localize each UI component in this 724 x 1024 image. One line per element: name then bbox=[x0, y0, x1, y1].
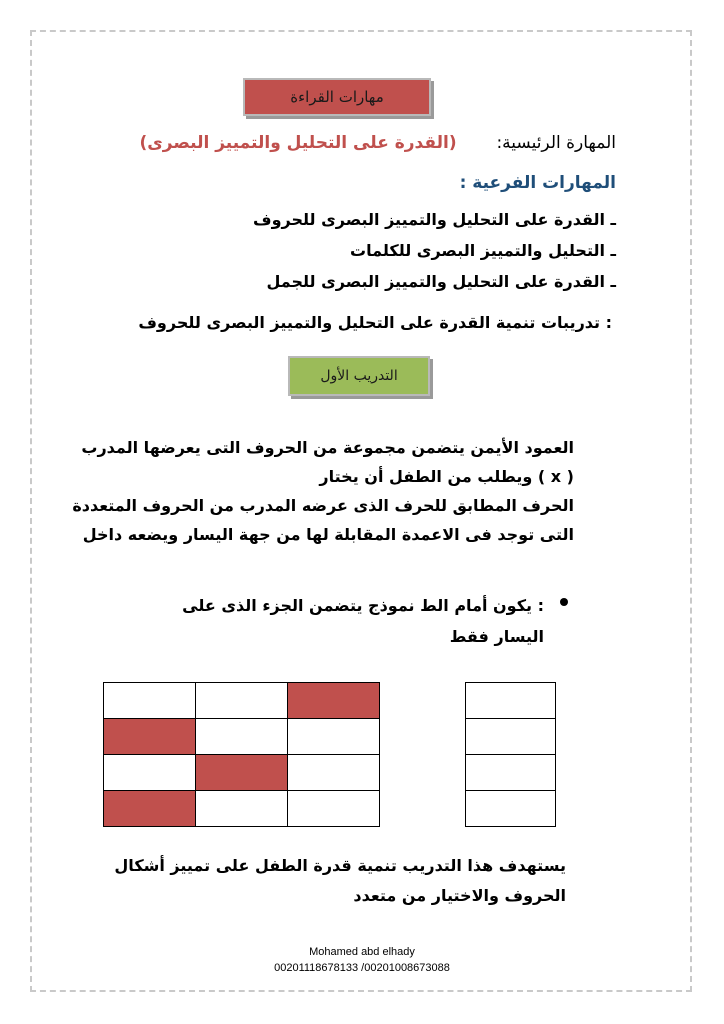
goal-line: يستهدف هذا التدريب تنمية قدرة الطفل على تمييز أشكال bbox=[114, 856, 566, 875]
grid-row bbox=[466, 719, 556, 755]
instruction-line: ( x ) ويطلب من الطفل أن يختار bbox=[319, 467, 574, 486]
grid-row bbox=[104, 683, 380, 719]
grid-cell[interactable] bbox=[196, 791, 288, 827]
grid-cell-filled[interactable] bbox=[104, 791, 196, 827]
main-skill-value: (القدرة على التحليل والتمييز البصرى) bbox=[139, 133, 457, 153]
instruction-line: العمود الأيمن يتضمن مجموعة من الحروف التى يعرضها المدرب bbox=[81, 438, 574, 457]
reference-cell bbox=[466, 719, 556, 755]
footer-name: Mohamed abd elhady bbox=[309, 946, 415, 958]
grid-cell[interactable] bbox=[288, 791, 380, 827]
reference-cell bbox=[466, 683, 556, 719]
main-skill-label: المهارة الرئيسية: bbox=[496, 133, 616, 153]
grid-cell-filled[interactable] bbox=[196, 755, 288, 791]
grid-row bbox=[104, 719, 380, 755]
sub-skill-item: ـ القدرة على التحليل والتمييز البصرى للجمل bbox=[266, 272, 616, 291]
reference-cell bbox=[466, 755, 556, 791]
grid-cell[interactable] bbox=[104, 755, 196, 791]
grid-cell-filled[interactable] bbox=[288, 683, 380, 719]
reference-cell bbox=[466, 791, 556, 827]
instruction-line: التى توجد فى الاعمدة المقابلة لها من جهة اليسار ويضعه داخل bbox=[82, 525, 574, 544]
instruction-line: الحرف المطابق للحرف الذى عرضه المدرب من الحروف المتعددة bbox=[72, 496, 574, 515]
grid-cell[interactable] bbox=[196, 719, 288, 755]
grid-cell-filled[interactable] bbox=[104, 719, 196, 755]
title-banner bbox=[243, 78, 431, 116]
drill-title: التدريب الأول bbox=[320, 368, 398, 384]
grid-cell[interactable] bbox=[288, 755, 380, 791]
grid-cell[interactable] bbox=[104, 683, 196, 719]
goal-line: الحروف والاختيار من متعدد bbox=[353, 886, 566, 905]
options-grid bbox=[103, 682, 380, 827]
footer-phones: 00201118678133 /00201008673088 bbox=[274, 962, 450, 974]
bullet-line: : يكون أمام الط نموذج يتضمن الجزء الذى على bbox=[182, 596, 544, 615]
grid-row bbox=[466, 755, 556, 791]
reference-grid bbox=[465, 682, 556, 827]
grid-row bbox=[466, 791, 556, 827]
grid-row bbox=[104, 755, 380, 791]
grid-cell[interactable] bbox=[288, 719, 380, 755]
sub-skill-item: ـ القدرة على التحليل والتمييز البصرى للحروف bbox=[252, 210, 616, 229]
drill-title-banner bbox=[288, 356, 430, 396]
drills-heading: : تدريبات تنمية القدرة على التحليل والتمييز البصرى للحروف bbox=[138, 313, 612, 332]
grid-row bbox=[104, 791, 380, 827]
bullet-line: اليسار فقط bbox=[449, 627, 544, 646]
sub-skills-heading: المهارات الفرعية : bbox=[459, 173, 616, 193]
page-title: مهارات القراءة bbox=[290, 88, 384, 106]
grid-row bbox=[466, 683, 556, 719]
main-skill-line bbox=[139, 133, 616, 153]
grid-cell[interactable] bbox=[196, 683, 288, 719]
bullet-icon bbox=[560, 598, 568, 606]
sub-skill-item: ـ التحليل والتمييز البصرى للكلمات bbox=[350, 241, 616, 260]
